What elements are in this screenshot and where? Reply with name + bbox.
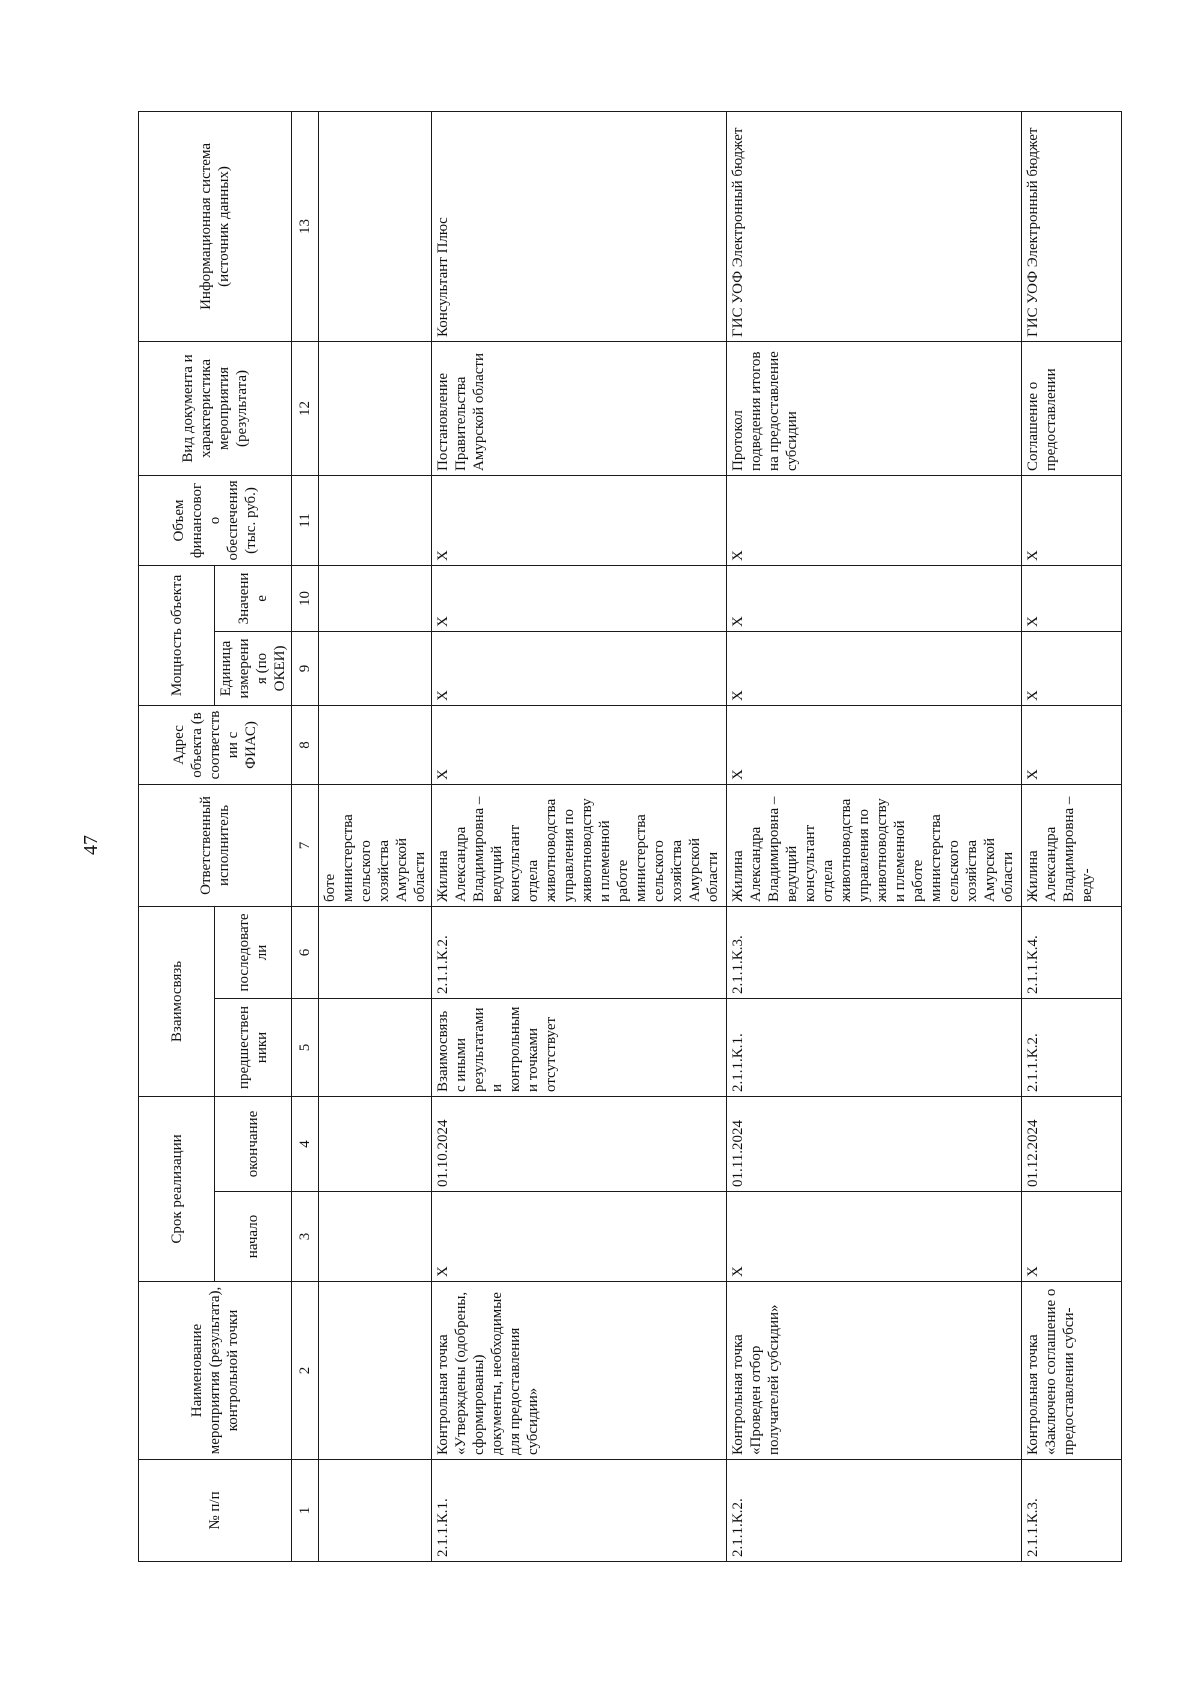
cell-predshestvenniki: 2.1.1.К.2. — [1022, 998, 1122, 1096]
implementation-plan-table — [138, 111, 1122, 1562]
header-adres: Адрес объекта (в соответствии с ФИАС) — [139, 705, 292, 784]
cell-adres: X — [727, 705, 1022, 784]
rotated-page — [138, 112, 1118, 1562]
column-number: 7 — [292, 784, 319, 906]
column-number: 5 — [292, 998, 319, 1096]
cell-okonchanie: 01.11.2024 — [727, 1096, 1022, 1191]
column-number: 10 — [292, 565, 319, 631]
cell-okonchanie: 01.12.2024 — [1022, 1096, 1122, 1191]
page-number: 47 — [80, 835, 102, 855]
header-vid-dokumenta: Вид документа и характеристика мероприятия (результата) — [139, 341, 292, 475]
cell-okonchanie: 01.10.2024 — [432, 1096, 727, 1191]
cell-vid-dokumenta: Постановление Правительства Амурской области — [432, 341, 727, 475]
cell-znachenie: X — [432, 565, 727, 631]
header-nachalo: начало — [215, 1192, 292, 1282]
column-number: 2 — [292, 1282, 319, 1460]
column-number: 8 — [292, 705, 319, 784]
cell-num: 2.1.1.К.2. — [727, 1460, 1022, 1562]
header-otvetstvennyi: Ответственный исполнитель — [139, 784, 292, 906]
header-okonchanie: окончание — [215, 1096, 292, 1191]
continuation-row — [319, 111, 432, 1561]
header-znachenie: Значение — [215, 565, 292, 631]
cell-vid-dokumenta: Соглашение о предоставлении — [1022, 341, 1122, 475]
cell-name: Контрольная точка «Утверждены (одобрены, сформированы) документы, необходимые для предоставления субсидии» — [432, 1282, 727, 1460]
table-row — [1022, 111, 1122, 1561]
cell-nachalo: X — [727, 1192, 1022, 1282]
header-predshestvenniki: предшественники — [215, 998, 292, 1096]
table-row — [727, 111, 1022, 1561]
cell-nachalo: X — [432, 1192, 727, 1282]
cell-znachenie: X — [727, 565, 1022, 631]
cell-ispolnitel: Жилина Александра Владимировна – ведущий консультант отдела животноводства управления по животноводству и племенной работе министерства сельского хозяйства Амурской области — [727, 784, 1022, 906]
header-name: Наименование мероприятия (результата), контрольной точки — [139, 1282, 292, 1460]
cell-znachenie: X — [1022, 565, 1122, 631]
cell-num: 2.1.1.К.1. — [432, 1460, 727, 1562]
header-srok: Срок реализации — [139, 1096, 215, 1281]
column-number: 9 — [292, 631, 319, 705]
cell-name: Контрольная точка «Проведен отбор получателей субсидии» — [727, 1282, 1022, 1460]
header-moshchnost: Мощность объекта — [139, 565, 215, 705]
cell-posledovateli: 2.1.1.К.4. — [1022, 906, 1122, 998]
cell-obem: X — [727, 475, 1022, 565]
cell-nachalo: X — [1022, 1192, 1122, 1282]
column-number-row — [292, 111, 319, 1561]
cell-edinica: X — [727, 631, 1022, 705]
cell-adres: X — [1022, 705, 1122, 784]
column-number: 11 — [292, 475, 319, 565]
cell-adres: X — [432, 705, 727, 784]
header-info-sistema: Информационная система (источник данных) — [139, 111, 292, 341]
cell-vid-dokumenta: Протокол подведения итогов на предоставление субсидии — [727, 341, 1022, 475]
table-row — [432, 111, 727, 1561]
cell-ispolnitel: боте министерства сельского хозяйства Амурской области — [319, 784, 432, 906]
cell-obem: X — [432, 475, 727, 565]
column-number: 1 — [292, 1460, 319, 1562]
cell-obem: X — [1022, 475, 1122, 565]
column-number: 13 — [292, 111, 319, 341]
cell-ispolnitel: Жилина Александра Владимировна – веду- — [1022, 784, 1122, 906]
cell-posledovateli: 2.1.1.К.2. — [432, 906, 727, 998]
cell-info-sistema: ГИС УОФ Электронный бюджет — [727, 111, 1022, 341]
header-edinica: Единица измерения (по ОКЕИ) — [215, 631, 292, 705]
cell-num: 2.1.1.К.3. — [1022, 1460, 1122, 1562]
column-number: 12 — [292, 341, 319, 475]
cell-info-sistema: ГИС УОФ Электронный бюджет — [1022, 111, 1122, 341]
column-number: 6 — [292, 906, 319, 998]
header-posledovateli: последователи — [215, 906, 292, 998]
cell-edinica: X — [1022, 631, 1122, 705]
cell-predshestvenniki: Взаимосвязь с иными результатами и контрольными точками отсутствует — [432, 998, 727, 1096]
column-number: 3 — [292, 1192, 319, 1282]
cell-name: Контрольная точка «Заключено соглашение о предоставлении субси- — [1022, 1282, 1122, 1460]
header-vzaimosvyaz: Взаимосвязь — [139, 906, 215, 1096]
cell-predshestvenniki: 2.1.1.К.1. — [727, 998, 1022, 1096]
cell-ispolnitel: Жилина Александра Владимировна – ведущий консультант отдела животноводства управления по животноводству и племенной работе министерства сельского хозяйства Амурской области — [432, 784, 727, 906]
column-number: 4 — [292, 1096, 319, 1191]
header-obem: Объем финансового обеспечения (тыс. руб.) — [139, 475, 292, 565]
cell-info-sistema: Консультант Плюс — [432, 111, 727, 341]
cell-posledovateli: 2.1.1.К.3. — [727, 906, 1022, 998]
cell-edinica: X — [432, 631, 727, 705]
header-number: № п/п — [139, 1460, 292, 1562]
